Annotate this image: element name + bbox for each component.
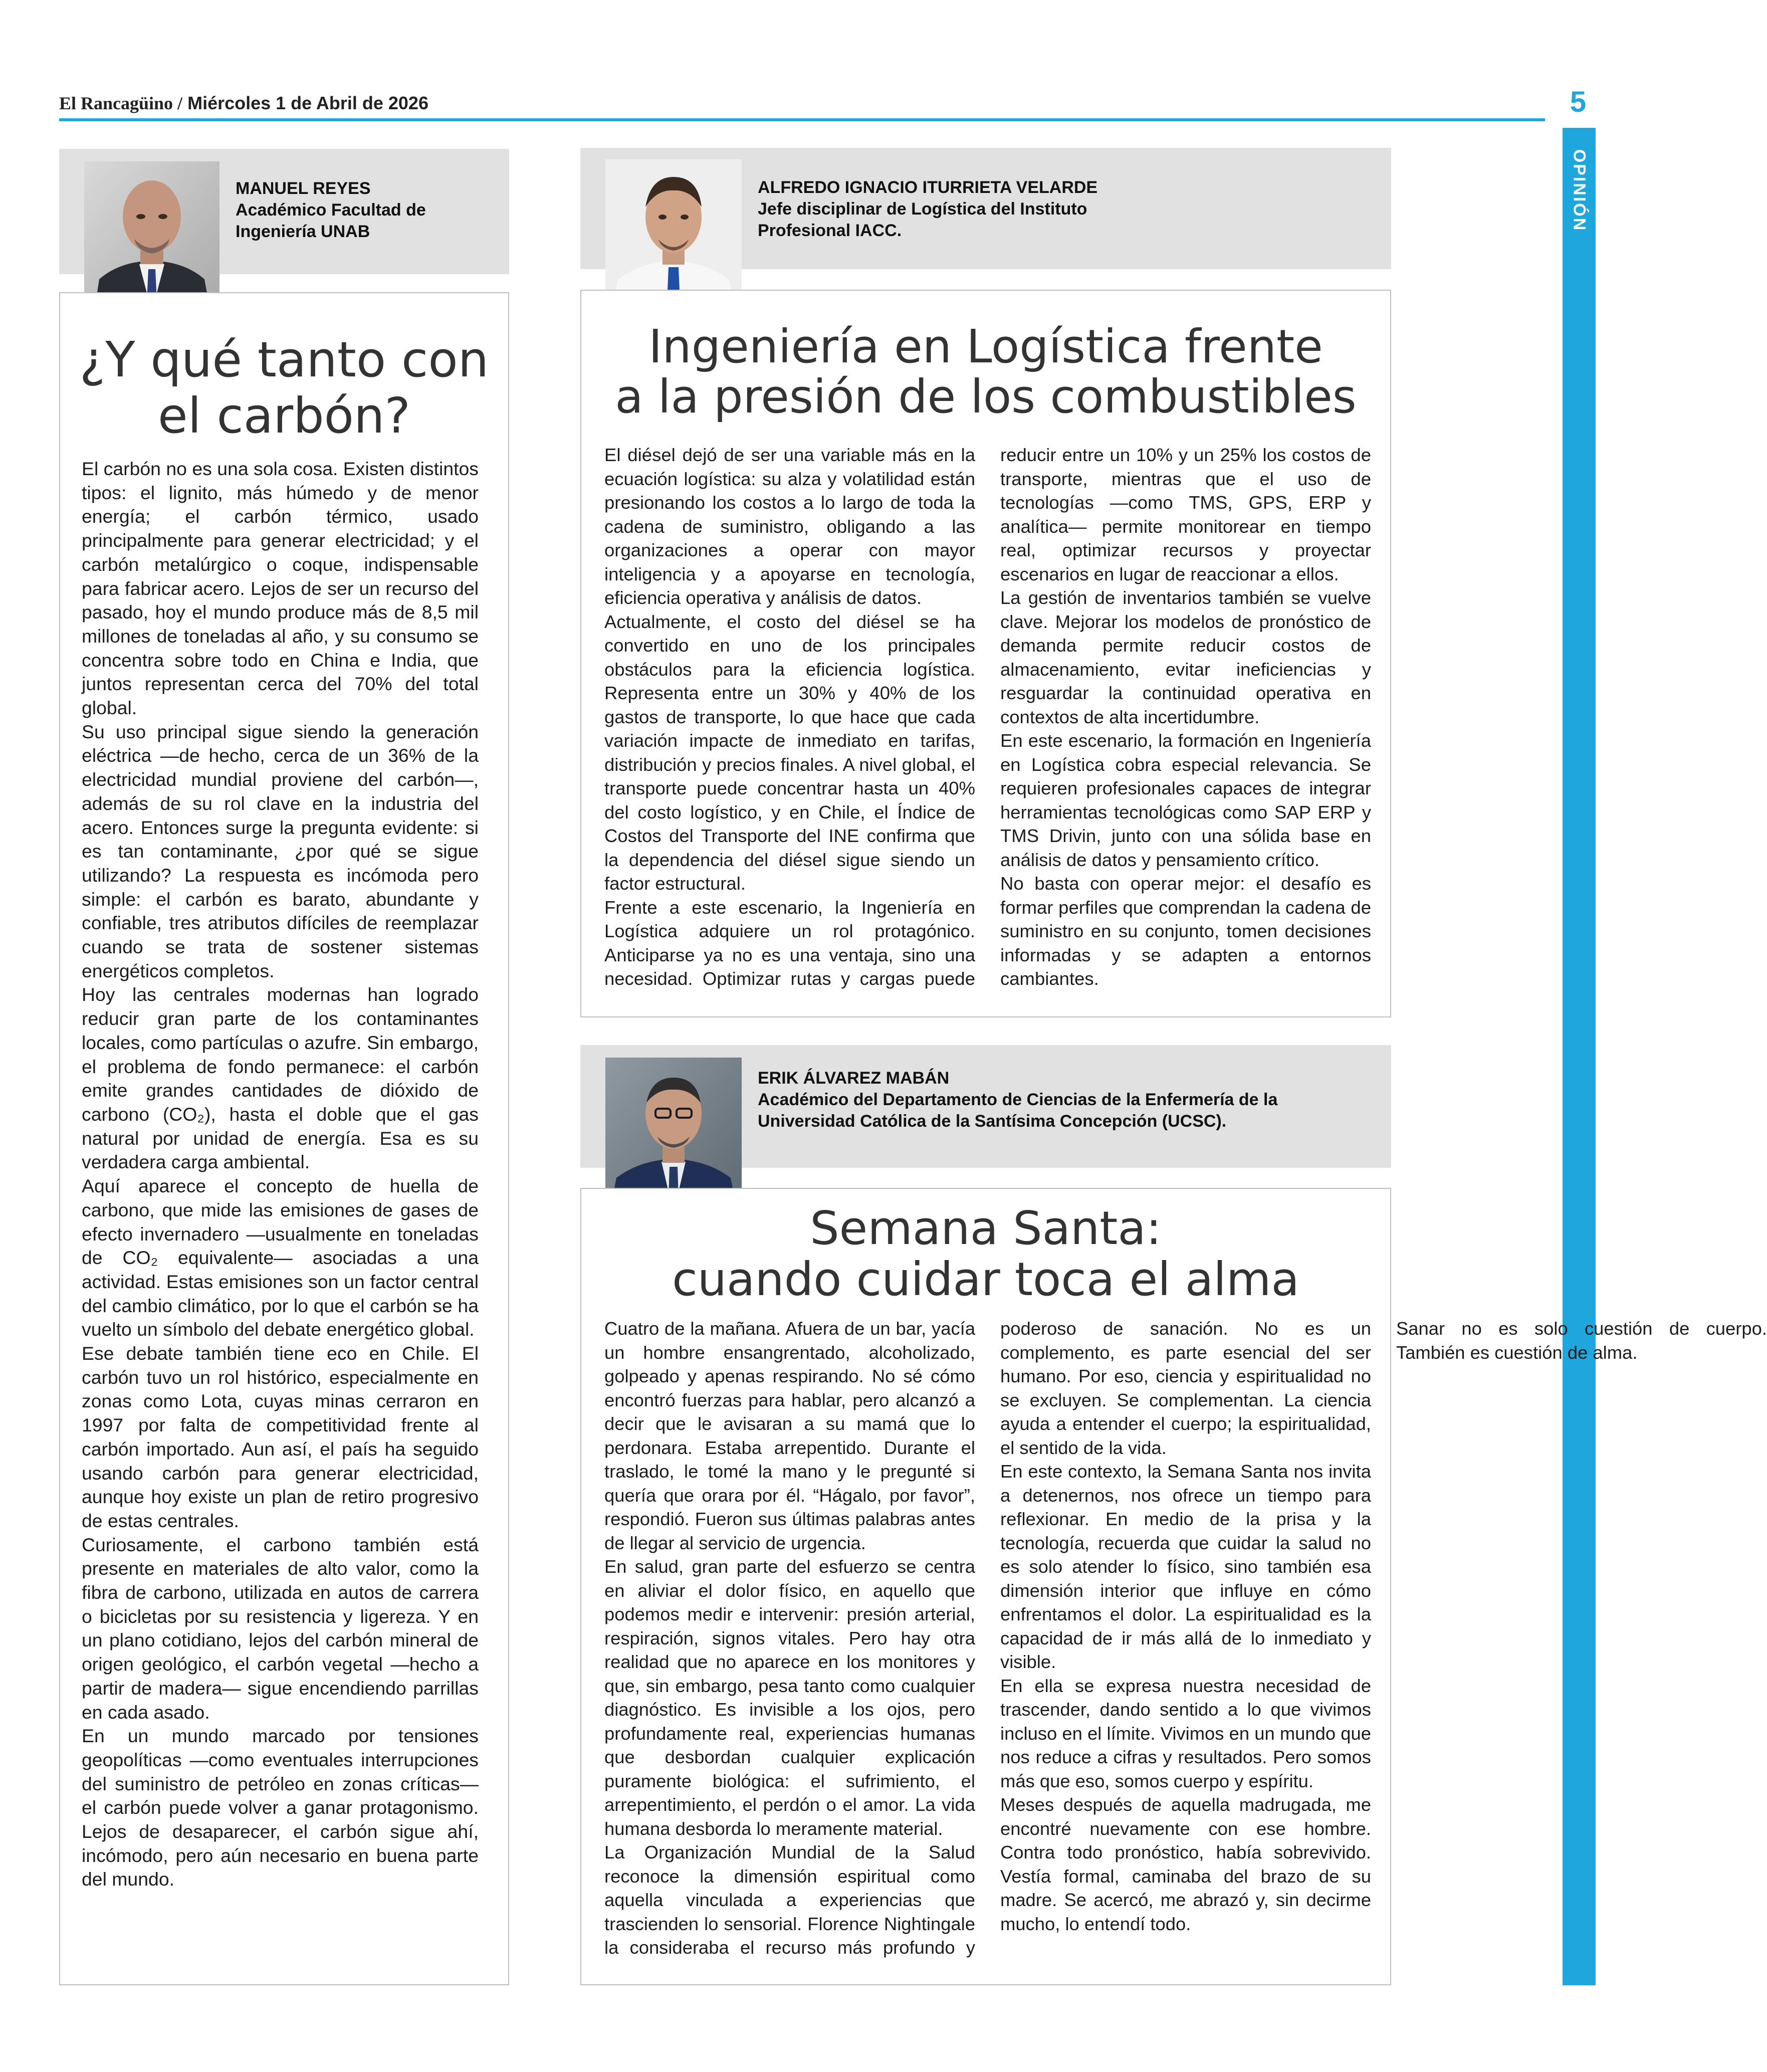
section-sidebar xyxy=(1563,128,1596,1985)
article-body-3 xyxy=(604,1317,1767,1963)
author-role: Jefe disciplinar de Logística del Instituto xyxy=(758,199,1087,219)
paragraph: Actualmente, el costo del diésel se ha convertido en uno de los principales obstáculos para la eficiencia logística. Representa entre un 30% y 40% de los gastos de transporte, lo que hace que cada variación impacte de inmediato en tarifas, distribución y precios finales. A nivel global, el transporte puede concentrar hasta un 40% del costo logístico, y en Chile, el Índice de Costos del Transporte del INE confirma que la dependencia del diésel sigue siendo un factor estructural. xyxy=(604,611,975,894)
article-body-2 xyxy=(604,443,1371,999)
page-number: 5 xyxy=(1570,86,1587,118)
paragraph: En este escenario, la formación en Ingeniería en Logística cobra especial relevancia. Se requieren profesionales capaces de integrar herramientas tecnológicas como SAP ERP y TMS Drivin, junto con una sólida base en análisis de datos y pensamiento crítico. xyxy=(1000,730,1371,870)
masthead xyxy=(59,93,428,114)
author-byline-3 xyxy=(758,1068,1379,1132)
paragraph: Hoy las centrales modernas han logrado reducir gran parte de los contaminantes locales, como partículas o azufre. Sin embargo, el problema de fondo permanece: el carbón emite grandes cantidades de dióxido de carbono (CO₂), hasta el doble que el gas natural por unidad de energía. Esa es su verdadera carga ambiental. xyxy=(82,984,479,1173)
author-role: Académico Facultad de xyxy=(236,200,426,220)
article-title-3: Semana Santa: cuando cuidar toca el alma xyxy=(672,1201,1299,1306)
paragraph: Ese debate también tiene eco en Chile. El carbón tuvo un rol histórico, especialmente en zonas como Lota, cuyas minas cerraron en 1997 por falta de competitividad frente al carbón importado. Aun así, el país ha seguido usando carbón para generar electricidad, aunque hoy existe un plan de retiro progresivo de estas centrales. xyxy=(82,1343,479,1531)
paragraph: En este contexto, la Semana Santa nos invita a detenernos, nos ofrece un tiempo para reflexionar. En medio de la prisa y la tecnología, recuerda que cuidar la salud no es solo atender lo físico, sino también esa dimensión interior que influye en cómo enfrentamos el dolor. La espiritualidad es la capacidad de ir más allá de lo inmediato y visible. xyxy=(1000,1461,1371,1672)
author-name: MANUEL REYES xyxy=(236,179,371,198)
paragraph: En salud, gran parte del esfuerzo se centra en aliviar el dolor físico, en aquello que podemos medir e intervenir: presión arterial, respiración, signos vitales. Pero hay otra realidad que no aparece en los monitores y que, sin embargo, pesa tanto como cualquier diagnóstico. Es invisible a los ojos, pero profundamente real, experiencias humanas que desbordan cualquier explicación puramente biológica: el sufrimiento, el arrepentimiento, el perdón o el amor. La vida humana desborda lo meramente material. xyxy=(604,1556,975,1839)
paragraph: La Organización Mundial de la Salud reconoce la dimensión espiritual como aquella vinculada a experiencias que trascienden lo sensorial. Florence Nightingale la consideraba el recurso más profundo y poderoso de sanación. No es un complemento, es parte esencial del ser humano. Por eso, ciencia y espiritualidad no se excluyen. Se complementan. La ciencia ayuda a entender el cuerpo; la espiritualidad, el sentido de la vida. xyxy=(604,1318,1371,1958)
paragraph: Frente a este escenario, la Ingeniería en Logística adquiere un rol protagónico. Anticiparse ya no es una ventaja, sino una necesidad. Optimizar rutas y cargas puede reducir entre un 10% y un 25% los costos de transporte, mientras que el uso de tecnologías —como TMS, GPS, ERP y analítica— permite monitorear en tiempo real, optimizar recursos y proyectar escenarios en lugar de reaccionar a ellos. xyxy=(604,445,1371,989)
author-byline-1 xyxy=(236,178,501,243)
author-name: ALFREDO IGNACIO ITURRIETA VELARDE xyxy=(758,178,1098,197)
newspaper-name: El Rancagüino / xyxy=(59,93,183,113)
author-role: Profesional IACC. xyxy=(758,221,902,240)
author-portrait-1 xyxy=(84,161,219,312)
author-byline-2 xyxy=(758,177,1379,242)
article-title-2: Ingeniería en Logística frente a la presión de los combustibles xyxy=(615,320,1357,424)
author-role: Universidad Católica de la Santísima Concepción (UCSC). xyxy=(758,1112,1227,1131)
paragraph: Su uso principal sigue siendo la generación eléctrica —de hecho, cerca de un 36% de la electricidad mundial proviene del carbón—, además de su rol clave en la industria del acero. Entonces surge la pregunta evidente: si es tan contaminante, ¿por qué se sigue utilizando? La respuesta es incómoda pero simple: el carbón es barato, abundante y confiable, tres atributos difíciles de reemplazar cuando se trata de sostener sistemas energéticos completos. xyxy=(82,721,479,981)
paragraph: El diésel dejó de ser una variable más en la ecuación logística: su alza y volatilidad están presionando los costos a lo largo de toda la cadena de suministro, obligando a las organizaciones a operar con mayor inteligencia y a apoyarse en tecnología, eficiencia operativa y análisis de datos. xyxy=(604,445,975,608)
article-body-1 xyxy=(82,457,479,1956)
author-photo-1 xyxy=(84,161,219,312)
paragraph: La gestión de inventarios también se vuelve clave. Mejorar los modelos de pronóstico de demanda permite reducir costos de almacenamiento, evitar ineficiencias y resguardar la continuidad operativa en contextos de alta incertidumbre. xyxy=(1000,587,1371,727)
paragraph: El carbón no es una sola cosa. Existen distintos tipos: el lignito, más húmedo y de menor energía; el carbón térmico, usado principalmente para generar electricidad; y el carbón metalúrgico o coque, indispensable para fabricar acero. Lejos de ser un recurso del pasado, hoy el mundo produce más de 8,5 mil millones de toneladas al año, y su consumo se concentra sobre todo en China e India, que juntos representan cerca del 70% del total global. xyxy=(82,458,479,719)
section-label: OPINIÓN xyxy=(1570,149,1589,232)
paragraph: Sanar no es solo cuestión de cuerpo. También es cuestión de alma. xyxy=(1396,1318,1767,1363)
paragraph: Curiosamente, el carbono también está presente en materiales de alto valor, como la fibra de carbono, utilizada en autos de carrera o bicicletas por su resistencia y ligereza. Y en un plano cotidiano, lejos del carbón mineral de origen geológico, el carbón vegetal —hecho a partir de madera— sigue encendiendo parrillas en cada asado. xyxy=(82,1534,479,1723)
publication-date: Miércoles 1 de Abril de 2026 xyxy=(187,93,428,113)
author-role: Ingeniería UNAB xyxy=(236,222,370,241)
author-role: Académico del Departamento de Ciencias de la Enfermería de la xyxy=(758,1090,1278,1109)
paragraph: Aquí aparece el concepto de huella de carbono, que mide las emisiones de gases de efecto invernadero —usualmente en toneladas de CO₂ equivalente— asociadas a una actividad. Estas emisiones son un factor central del cambio climático, por lo que el carbón se ha vuelto un símbolo del debate energético global. xyxy=(82,1175,479,1340)
article-title-1: ¿Y qué tanto con el carbón? xyxy=(79,331,489,444)
paragraph: Meses después de aquella madrugada, me encontré nuevamente con ese hombre. Contra todo pronóstico, había sobrevivido. Vestía formal, caminaba del brazo de su madre. Se acercó, me abrazó y, sin decirme mucho, lo entendí todo. xyxy=(1000,1794,1371,1934)
paragraph: No basta con operar mejor: el desafío es formar perfiles que comprendan la cadena de suministro en su conjunto, tomen decisiones informadas y se adapten a entornos cambiantes. xyxy=(1000,873,1371,989)
paragraph: Cuatro de la mañana. Afuera de un bar, yacía un hombre ensangrentado, alcoholizado, golpeado y apenas respirando. No sé cómo encontró fuerzas para hablar, pero alcanzó a decir que le avisaran a su mamá que lo perdonara. Estaba arrepentido. Durante el traslado, le tomé la mano y le pregunté si quería que orara por él. “Hágalo, por favor”, respondió. Fueron sus últimas palabras antes de llegar al servicio de urgencia. xyxy=(604,1318,975,1553)
paragraph: En un mundo marcado por tensiones geopolíticas —como eventuales interrupciones del suministro de petróleo en zonas críticas— el carbón puede volver a ganar protagonismo. Lejos de desaparecer, el carbón sigue ahí, incómodo, pero aún necesario en buena parte del mundo. xyxy=(82,1725,479,1890)
author-name: ERIK ÁLVAREZ MABÁN xyxy=(758,1069,950,1088)
paragraph: En ella se expresa nuestra necesidad de trascender, dando sentido a lo que vivimos incluso en el límite. Vivimos en un mundo que nos reduce a cifras y resultados. Pero somos más que eso, somos cuerpo y espíritu. xyxy=(1000,1675,1371,1791)
masthead-rule xyxy=(59,118,1545,121)
